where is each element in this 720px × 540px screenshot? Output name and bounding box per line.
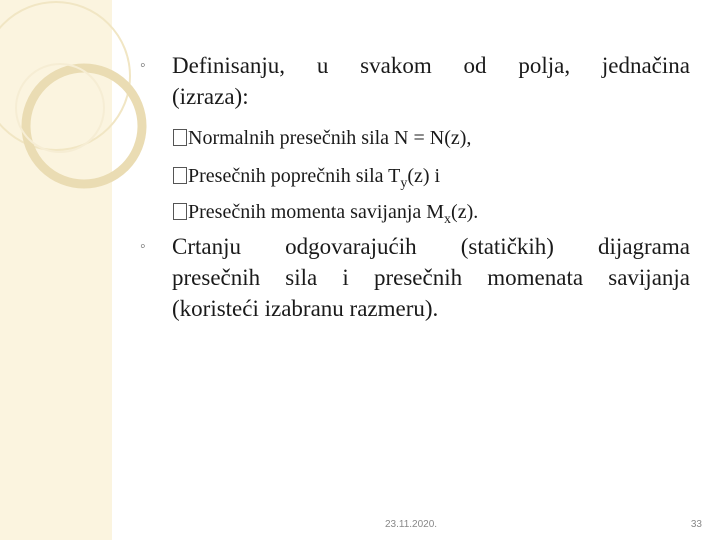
sub-item-normalnih: Normalnih presečnih sila N = N(z), xyxy=(173,124,693,152)
sub-item-poprecnih: Presečnih poprečnih sila $T_y(z)$ i xyxy=(173,162,693,190)
bullet-text: Crtanju odgovarajućih (statičkih) dijagrama presečnih sila i presečnih momenata savijanja (koristeći izabranu razmeru). xyxy=(172,234,690,321)
bullet-item-crtanju xyxy=(140,231,690,324)
bullet-text: Definisanju, u svakom od polja, jednačina (izraza): xyxy=(172,53,690,109)
bullet-marker: ◦ xyxy=(140,57,146,74)
bullet-marker: ◦ xyxy=(140,238,146,255)
placeholder-glyph-icon xyxy=(173,203,187,220)
footer-date: 23.11.2020. xyxy=(385,519,438,530)
sub-item-momenta: Presečnih momenta savijanja $M_x(z)$. xyxy=(173,198,693,226)
placeholder-glyph-icon xyxy=(173,129,187,146)
bullet-item-definisanju xyxy=(140,50,690,112)
placeholder-glyph-icon xyxy=(173,167,187,184)
footer-page-number: 33 xyxy=(690,519,702,530)
